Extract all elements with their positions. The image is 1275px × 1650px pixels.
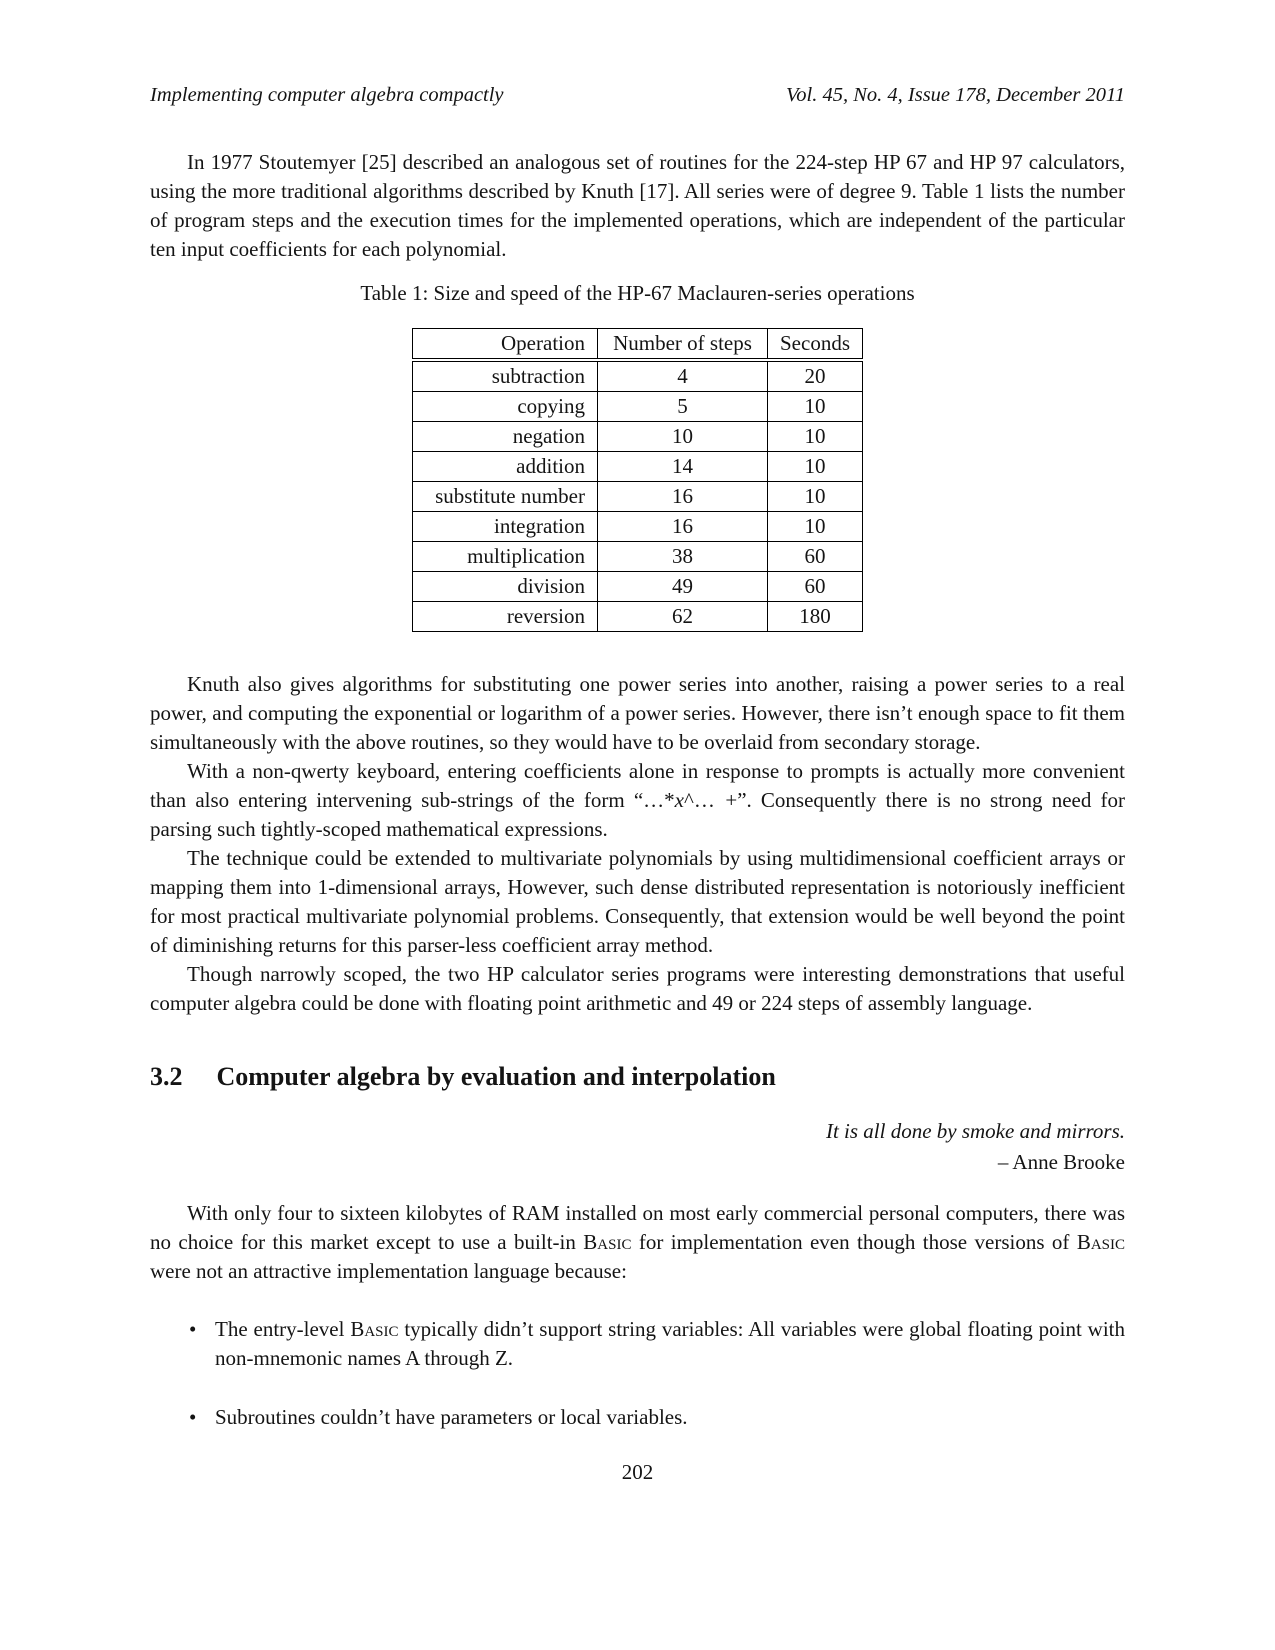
- running-header: [150, 84, 1125, 107]
- running-title: Implementing computer algebra compactly: [150, 84, 504, 106]
- cell-operation: multiplication: [413, 542, 598, 572]
- journal-info: Vol. 45, No. 4, Issue 178, December 2011: [786, 84, 1125, 106]
- list-item: • The entry-level Basic typically didn’t support string variables: All variables were global floating point with non-mnemonic names A through Z.: [215, 1315, 1125, 1373]
- paragraph-keyboard: With a non-qwerty keyboard, entering coefficients alone in response to prompts is actually more convenient than also entering intervening sub-strings of the form “…*x^… +”. Consequently there is no strong need for parsing such tightly-scoped mathematical expressions.: [150, 759, 1125, 841]
- table-row: [413, 482, 863, 512]
- epigraph: [150, 1116, 1125, 1178]
- table-row: [413, 360, 863, 392]
- table-row: [413, 602, 863, 632]
- table-row: [413, 422, 863, 452]
- cell-seconds: 60: [768, 542, 863, 572]
- paragraph-ram: With only four to sixteen kilobytes of RAM installed on most early commercial personal computers, there was no choice for this market except to use a built-in Basic for implementation even though those versions of Basic were not an attractive implementation language because:: [150, 1201, 1125, 1283]
- section-title: Computer algebra by evaluation and interpolation: [216, 1062, 776, 1091]
- cell-steps: 62: [598, 602, 768, 632]
- cell-steps: 10: [598, 422, 768, 452]
- paragraph-knuth: Knuth also gives algorithms for substituting one power series into another, raising a power series to a real power, and computing the exponential or logarithm of a power series. However, there isn’t enough space to fit them simultaneously with the above routines, so they would have to be overlaid from secondary storage.: [150, 672, 1125, 754]
- cell-seconds: 10: [768, 512, 863, 542]
- cell-operation: reversion: [413, 602, 598, 632]
- list-item: • Subroutines couldn’t have parameters or local variables.: [215, 1403, 1125, 1432]
- epigraph-text: It is all done by smoke and mirrors.: [825, 1119, 1125, 1143]
- cell-steps: 38: [598, 542, 768, 572]
- cell-operation: division: [413, 572, 598, 602]
- cell-operation: copying: [413, 392, 598, 422]
- cell-operation: addition: [413, 452, 598, 482]
- table-row: [413, 572, 863, 602]
- paragraph-multivariate: The technique could be extended to multivariate polynomials by using multidimensional coefficient arrays or mapping them into 1-dimensional arrays, However, such dense distributed representation is notoriously inefficient for most practical multivariate polynomial problems. Consequently, that extension would be well beyond the point of diminishing returns for this parser-less coefficient array method.: [150, 846, 1125, 957]
- table-row: [413, 452, 863, 482]
- table-block: [150, 281, 1125, 632]
- bullet-list: [150, 1315, 1125, 1432]
- paragraph-intro: In 1977 Stoutemyer [25] described an analogous set of routines for the 224-step HP 67 and HP 97 calculators, using the more traditional algorithms described by Knuth [17]. All series were of degree 9. Table 1 lists the number of program steps and the execution times for the implemented operations, which are independent of the particular ten input coefficients for each polynomial.: [150, 150, 1125, 261]
- table-row: [413, 512, 863, 542]
- page-number: 202: [621, 1460, 654, 1484]
- paragraph-scoped: Though narrowly scoped, the two HP calculator series programs were interesting demonstrations that useful computer algebra could be done with floating point arithmetic and 49 or 224 steps of assembly language.: [150, 962, 1125, 1015]
- cell-operation: substitute number: [413, 482, 598, 512]
- operations-table: [412, 328, 863, 632]
- section-heading: [150, 1062, 1125, 1092]
- column-header-steps: Number of steps: [598, 329, 768, 361]
- table-body: [413, 360, 863, 632]
- cell-seconds: 10: [768, 422, 863, 452]
- cell-seconds: 180: [768, 602, 863, 632]
- cell-seconds: 20: [768, 360, 863, 392]
- cell-seconds: 60: [768, 572, 863, 602]
- cell-steps: 49: [598, 572, 768, 602]
- cell-operation: subtraction: [413, 360, 598, 392]
- cell-seconds: 10: [768, 452, 863, 482]
- table-caption: Table 1: Size and speed of the HP-67 Maclauren-series operations: [360, 281, 915, 305]
- cell-steps: 16: [598, 512, 768, 542]
- article-body: [150, 148, 1125, 1432]
- epigraph-attribution: – Anne Brooke: [997, 1150, 1125, 1174]
- table-row: [413, 392, 863, 422]
- cell-steps: 16: [598, 482, 768, 512]
- cell-operation: integration: [413, 512, 598, 542]
- section-number: 3.2: [150, 1062, 183, 1091]
- table-header-row: [413, 329, 863, 361]
- cell-seconds: 10: [768, 392, 863, 422]
- table-row: [413, 542, 863, 572]
- cell-operation: negation: [413, 422, 598, 452]
- cell-steps: 4: [598, 360, 768, 392]
- cell-steps: 5: [598, 392, 768, 422]
- cell-seconds: 10: [768, 482, 863, 512]
- column-header-seconds: Seconds: [768, 329, 863, 361]
- column-header-operation: Operation: [413, 329, 598, 361]
- cell-steps: 14: [598, 452, 768, 482]
